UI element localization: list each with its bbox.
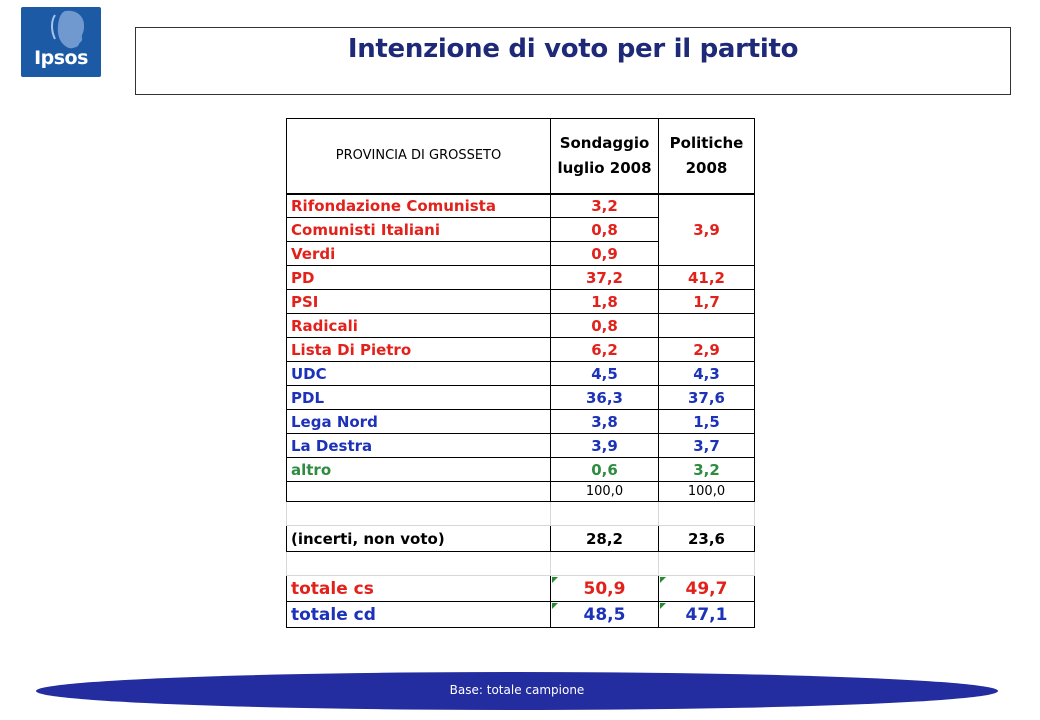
undecided-election: 23,6 bbox=[659, 526, 755, 552]
table-row bbox=[287, 290, 755, 314]
party-label: UDC bbox=[287, 362, 551, 386]
comment-marker-icon bbox=[552, 603, 558, 609]
undecided-row bbox=[287, 526, 755, 552]
spacer-row bbox=[287, 552, 755, 576]
table-row bbox=[287, 434, 755, 458]
table-row bbox=[287, 266, 755, 290]
coalition-poll: 50,9 bbox=[551, 576, 659, 602]
poll-value: 3,8 bbox=[551, 410, 659, 434]
spacer-row bbox=[287, 502, 755, 526]
table-header-row bbox=[287, 119, 755, 194]
logo-wordmark: Ipsos bbox=[34, 47, 88, 69]
title-box bbox=[135, 27, 1011, 95]
party-label: Lega Nord bbox=[287, 410, 551, 434]
election-value: 4,3 bbox=[659, 362, 755, 386]
party-label: PDL bbox=[287, 386, 551, 410]
comment-marker-icon bbox=[660, 577, 666, 583]
table-row bbox=[287, 338, 755, 362]
coalition-label: totale cs bbox=[287, 576, 551, 602]
footer-base-text: Base: totale campione bbox=[449, 683, 585, 697]
poll-value: 36,3 bbox=[551, 386, 659, 410]
election-total: 100,0 bbox=[659, 482, 755, 502]
coalition-total-row bbox=[287, 576, 755, 602]
poll-value: 3,2 bbox=[551, 194, 659, 218]
coalition-total-row bbox=[287, 602, 755, 628]
poll-total: 100,0 bbox=[551, 482, 659, 502]
poll-value: 6,2 bbox=[551, 338, 659, 362]
poll-value: 0,9 bbox=[551, 242, 659, 266]
coalition-election: 49,7 bbox=[659, 576, 755, 602]
total-label-empty bbox=[287, 482, 551, 502]
poll-value: 0,6 bbox=[551, 458, 659, 482]
col-header-sondaggio: Sondaggio luglio 2008 bbox=[551, 119, 659, 194]
election-value: 41,2 bbox=[659, 266, 755, 290]
party-label: PD bbox=[287, 266, 551, 290]
party-label: altro bbox=[287, 458, 551, 482]
party-label: PSI bbox=[287, 290, 551, 314]
footer-banner bbox=[36, 672, 998, 710]
table-row bbox=[287, 362, 755, 386]
page-title: Intenzione di voto per il partito bbox=[347, 34, 799, 64]
col-header-politiche: Politiche 2008 bbox=[659, 119, 755, 194]
undecided-poll: 28,2 bbox=[551, 526, 659, 552]
table-row bbox=[287, 410, 755, 434]
table-row bbox=[287, 386, 755, 410]
poll-value: 1,8 bbox=[551, 290, 659, 314]
party-label: Radicali bbox=[287, 314, 551, 338]
coalition-poll: 48,5 bbox=[551, 602, 659, 628]
results-table bbox=[286, 118, 755, 628]
party-label: La Destra bbox=[287, 434, 551, 458]
party-label: Comunisti Italiani bbox=[287, 218, 551, 242]
party-label: Verdi bbox=[287, 242, 551, 266]
election-value: 3,2 bbox=[659, 458, 755, 482]
table-row bbox=[287, 194, 755, 218]
poll-value: 0,8 bbox=[551, 218, 659, 242]
poll-value: 3,9 bbox=[551, 434, 659, 458]
comment-marker-icon bbox=[552, 577, 558, 583]
election-value bbox=[659, 314, 755, 338]
election-value: 1,5 bbox=[659, 410, 755, 434]
poll-value: 4,5 bbox=[551, 362, 659, 386]
comment-marker-icon bbox=[660, 603, 666, 609]
corner-label: PROVINCIA DI GROSSETO bbox=[287, 119, 551, 194]
poll-value: 0,8 bbox=[551, 314, 659, 338]
ipsos-logo bbox=[21, 7, 101, 77]
party-label: Lista Di Pietro bbox=[287, 338, 551, 362]
election-value: 37,6 bbox=[659, 386, 755, 410]
total-row bbox=[287, 482, 755, 502]
coalition-election: 47,1 bbox=[659, 602, 755, 628]
election-value: 1,7 bbox=[659, 290, 755, 314]
party-label: Rifondazione Comunista bbox=[287, 194, 551, 218]
election-value: 2,9 bbox=[659, 338, 755, 362]
table-row bbox=[287, 458, 755, 482]
undecided-label: (incerti, non voto) bbox=[287, 526, 551, 552]
election-value: 3,7 bbox=[659, 434, 755, 458]
table-row bbox=[287, 314, 755, 338]
coalition-label: totale cd bbox=[287, 602, 551, 628]
merged-election-value: 3,9 bbox=[659, 194, 755, 266]
poll-value: 37,2 bbox=[551, 266, 659, 290]
